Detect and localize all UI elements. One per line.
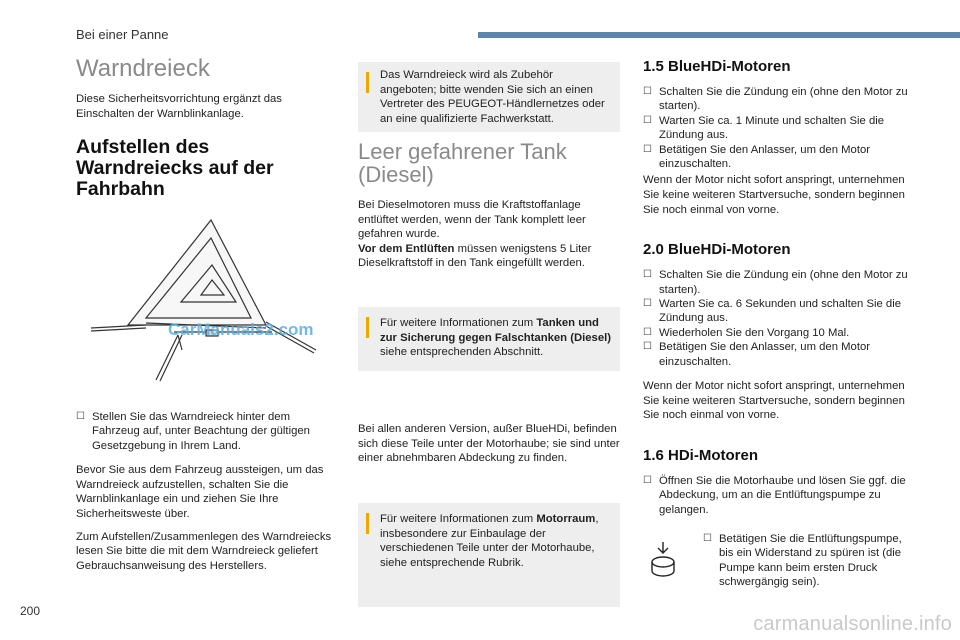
list-text: Betätigen Sie den Anlasser, um den Motor einzuschalten. [659,143,871,171]
bold-text: Motorraum [536,513,596,525]
list-item [643,340,913,369]
warning-triangle-illustration [86,210,336,400]
bullet-icon: ☐ [703,533,712,544]
list-text: Schalten Sie die Zündung ein (ohne den Motor zu starten). [659,269,908,296]
list-item [703,532,913,590]
bluehdi20-heading: 2.0 BlueHDi-Motoren [643,241,791,259]
bullet-icon: ☐ [643,326,652,338]
paragraph [358,242,620,271]
bullet-icon: ☐ [643,143,652,155]
middle-column [358,140,620,271]
list-item [643,268,913,297]
info-marker [366,88,369,93]
text: siehe entsprechenden Abschnitt. [380,346,544,359]
bold-text: Tanken und zur Sicherung gegen Falschtanken (Diesel) [380,317,612,344]
list-text: Betätigen Sie den Anlasser, um den Motor einzuschalten. [659,341,871,368]
list-item [643,114,913,143]
bullet-icon: ☐ [643,341,652,353]
info-text [380,512,612,570]
watermark-middle: CarManuals2.com [168,320,314,339]
text: Für weitere Informationen zum [380,513,537,525]
bluehdi15-heading: 1.5 BlueHDi-Motoren [643,58,791,75]
pump-press-icon [646,540,680,580]
list-item [643,143,913,172]
text: Für weitere Informationen zum [380,317,537,329]
paragraph: Wenn der Motor nicht sofort anspringt, unternehmen Sie keine weiteren Startversuche, sondern beginnen Sie noch einmal von vorne. [643,174,905,216]
list-item [643,326,913,340]
list-text: Schalten Sie die Zündung ein (ohne den Motor zu starten). [659,86,908,113]
list-text: Betätigen Sie die Entlüftungspumpe, bis ein Widerstand zu spüren ist (die Pumpe kann beim ersten Druck schwergängig sein). [719,533,902,589]
left-column [76,56,326,200]
paragraph: Bevor Sie aus dem Fahrzeug aussteigen, um das Warndreieck aufzustellen, schalten Sie die Warnblinkanlage ein und ziehen Sie Ihre Sicherheitsweste über. [76,464,324,520]
warndreieck-title: Warndreieck [76,55,210,82]
bullet-icon: ☐ [76,411,85,422]
left-column-lower [76,410,338,573]
text: , insbesondere zur Einbaulage der verschiedenen Teile unter der Motorhaube, siehe entsprechende Rubrik. [380,513,599,569]
info-text [380,316,612,360]
paragraph: Bei allen anderen Version, außer BlueHDi, befinden sich diese Teile unter der Motorhaube; sie sind unter einer abnehmbaren Abdeckung zu finden. [358,423,620,465]
info-box-accessory [358,62,620,132]
list-text: Wiederholen Sie den Vorgang 10 Mal. [659,326,850,339]
warndreieck-intro: Diese Sicherheitsvorrichtung ergänzt das Einschalten der Warnblinkanlage. [76,93,282,120]
paragraph: Bei Dieselmotoren muss die Kraftstoffanlage entlüftet werden, wenn der Tank komplett leer gefahren wurde. [358,199,586,241]
list-text: Öffnen Sie die Motorhaube und lösen Sie ggf. die Abdeckung, um an die Entlüftungspumpe zu gelangen. [659,474,906,516]
info-box-tanken [358,307,620,371]
header-bar [478,32,960,38]
info-marker [366,333,369,338]
bold-text: Vor dem Entlüften [358,242,455,255]
tank-title: Leer gefahrener Tank (Diesel) [358,139,567,187]
bullet-icon: ☐ [643,474,652,486]
bullet-icon: ☐ [643,114,652,126]
info-marker [366,317,369,333]
watermark-bottom: carmanualsonline.info [753,613,952,635]
paragraph: Wenn der Motor nicht sofort anspringt, unternehmen Sie keine weiteren Startversuche, sondern beginnen Sie noch einmal von vorne. [643,380,905,422]
info-marker [366,513,369,529]
hdi16-heading: 1.6 HDi-Motoren [643,446,759,464]
info-marker [366,529,369,534]
aufstellen-heading: Aufstellen des Warndreiecks auf der Fahrbahn [76,136,274,201]
list-text: Warten Sie ca. 1 Minute und schalten Sie die Zündung aus. [659,114,885,142]
list-item [643,85,913,114]
info-box-motorraum [358,503,620,607]
list-text: Warten Sie ca. 6 Sekunden und schalten Sie die Zündung aus. [659,298,901,325]
pump-instruction [703,532,913,590]
info-text: Das Warndreieck wird als Zubehör angeboten; bitte wenden Sie sich an einen Vertreter des PEUGEOT-Händlernetzes oder an eine qualifizierte Fachwerkstatt. [380,69,605,125]
info-marker [366,72,369,88]
list-item [76,410,338,453]
bluehdi20-list [643,268,913,369]
right-column [643,58,913,517]
bullet-icon: ☐ [643,298,652,310]
list-item [643,297,913,326]
page-number: 200 [20,604,41,618]
paragraph: Zum Aufstellen/Zusammenlegen des Warndreiecks lesen Sie bitte die mit dem Warndreieck geliefert Gebrauchsanweisung des Herstellers. [76,530,332,572]
section-header: Bei einer Panne [76,27,169,42]
bluehdi15-list [643,85,913,171]
warndreieck-bullet: Stellen Sie das Warndreieck hinter dem Fahrzeug auf, unter Beachtung der gültigen Gesetzgebung in Ihrem Land. [92,411,310,452]
bullet-icon: ☐ [643,86,652,97]
middle-column-lower [358,422,620,466]
text: müssen wenigstens 5 Liter Dieselkraftstoff in den Tank eingefüllt werden. [358,242,592,270]
list-item [643,474,913,517]
bullet-icon: ☐ [643,269,652,281]
hdi16-list [643,474,913,517]
